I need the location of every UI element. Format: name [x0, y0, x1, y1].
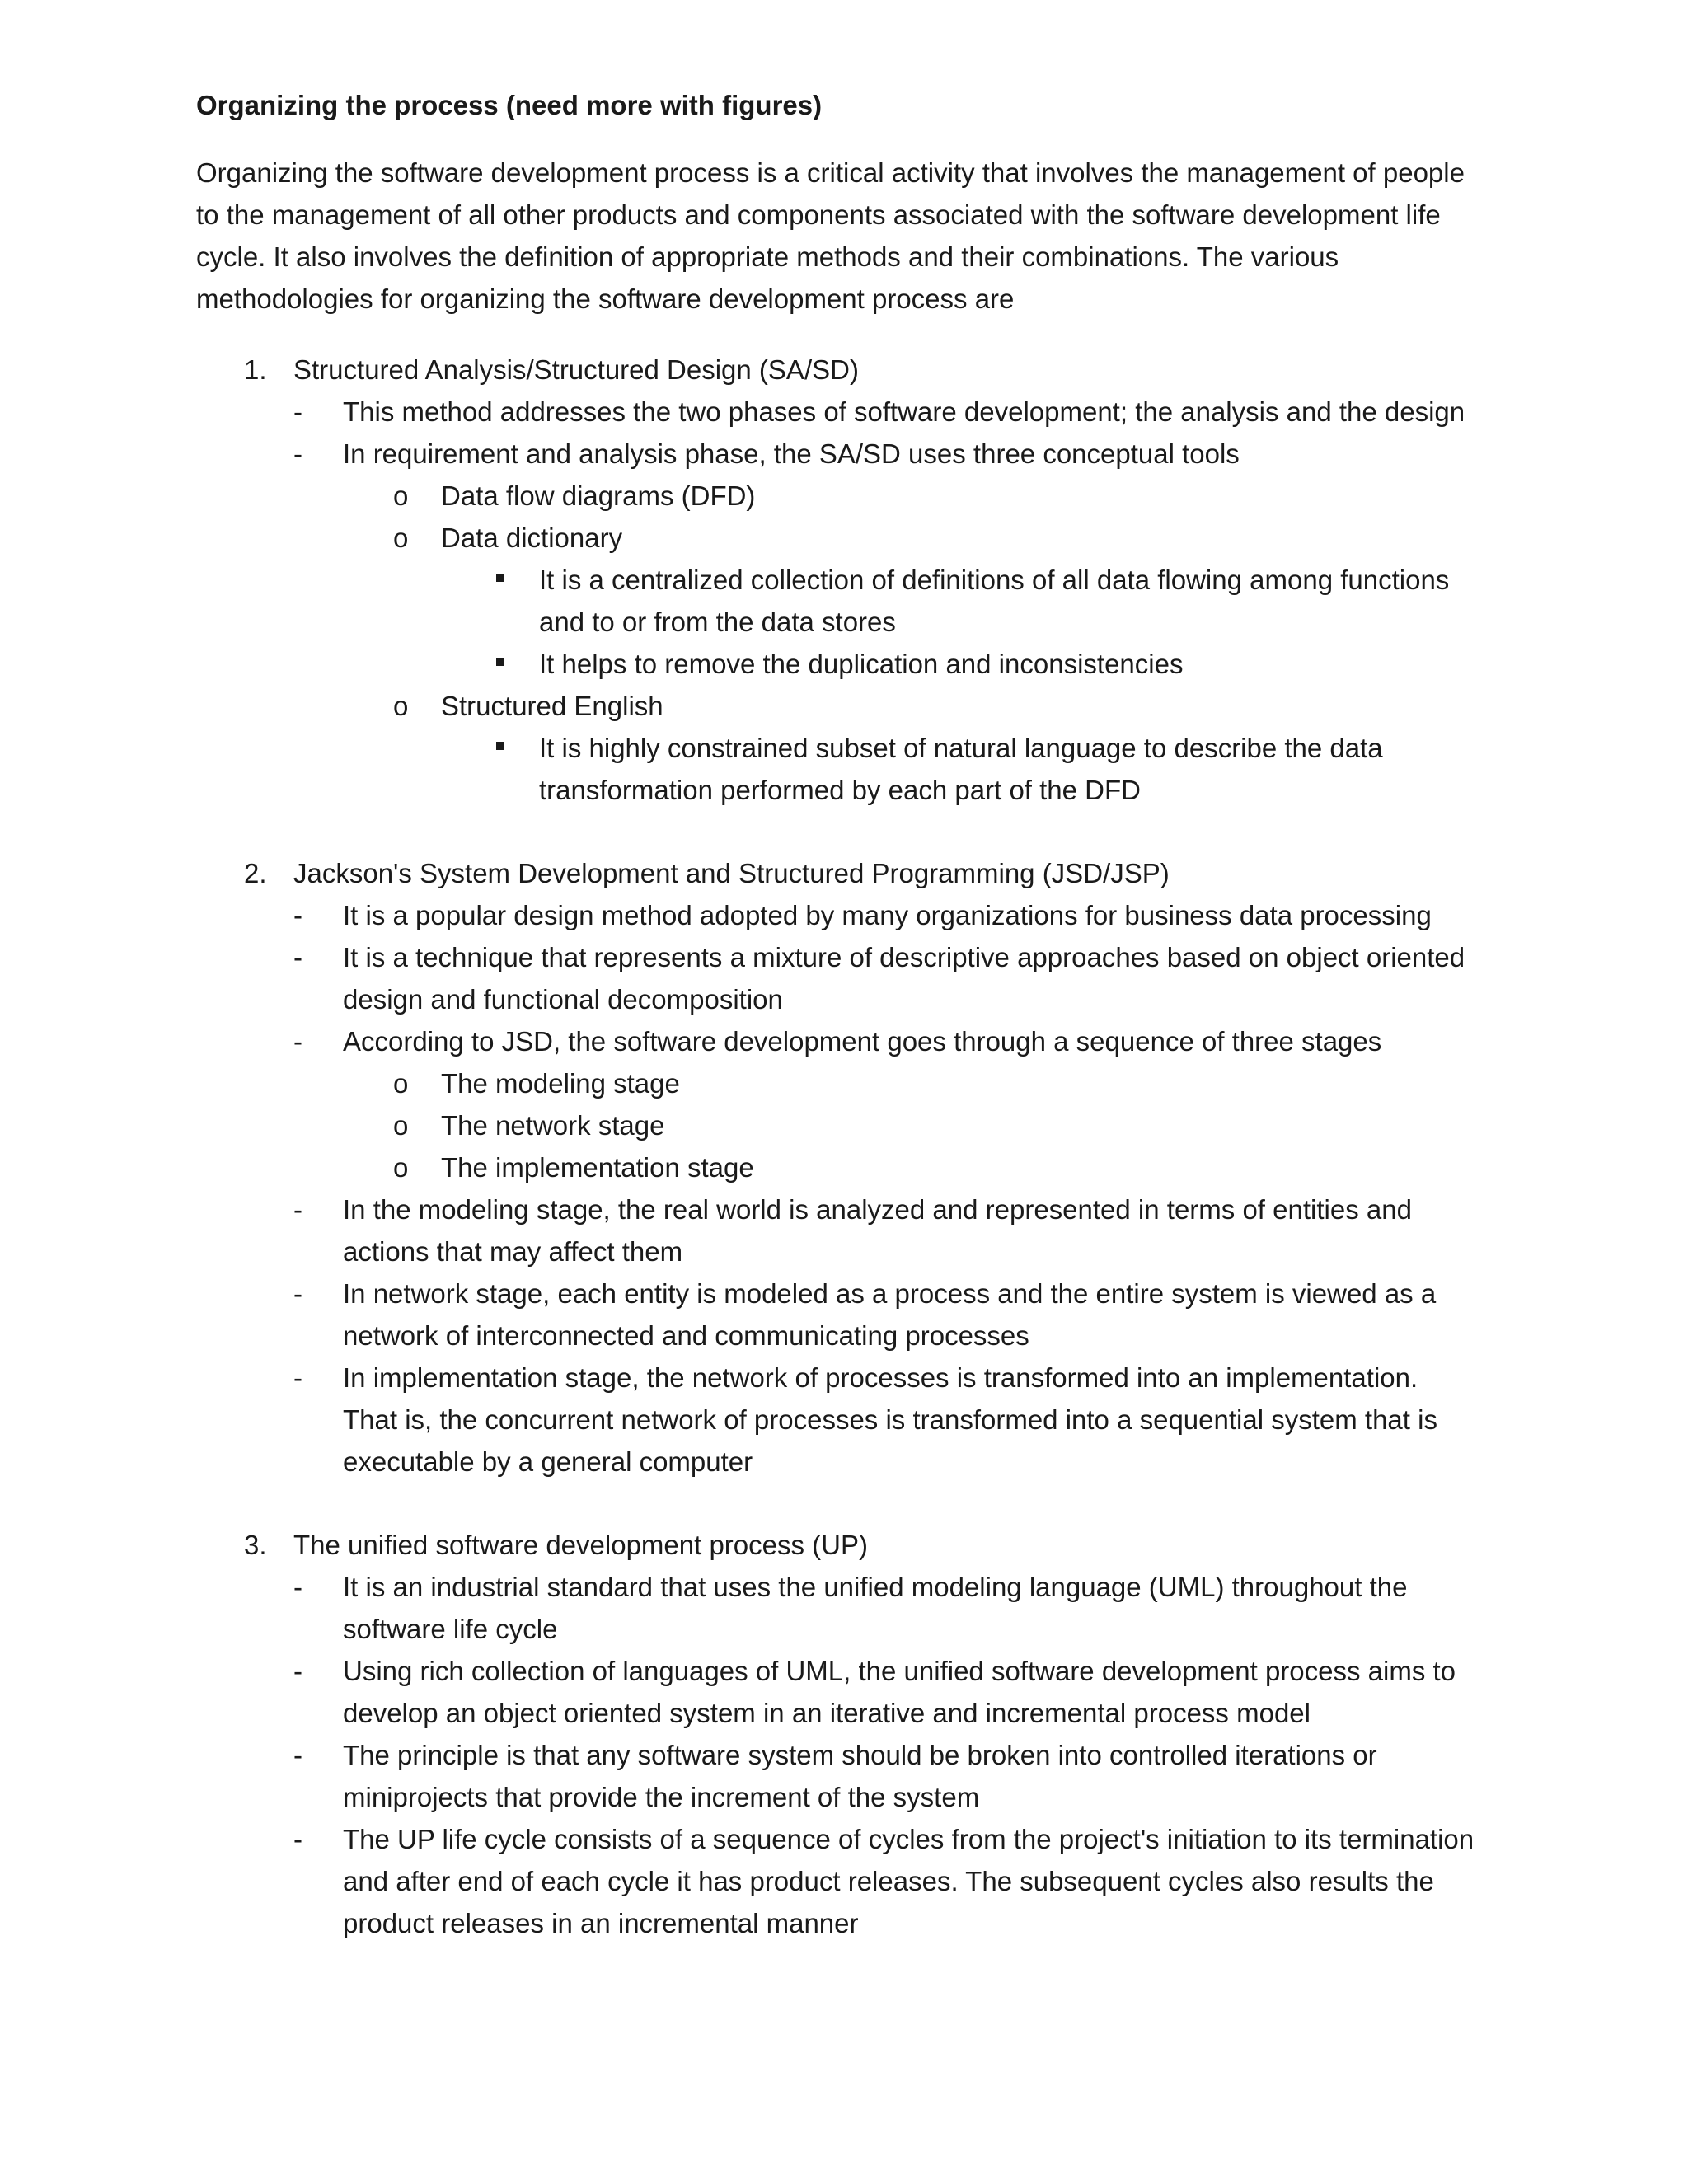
- point-text: [539, 727, 1383, 811]
- text-line: Using rich collection of languages of UML, the unified software development process aims to: [343, 1656, 1456, 1686]
- intro-paragraph: [196, 152, 1515, 320]
- list-item: [0, 1146, 1688, 1188]
- section-title: The unified software development process (UP): [293, 1530, 868, 1560]
- point-text: It helps to remove the duplication and inconsistencies: [539, 649, 1184, 679]
- list-item: [0, 1020, 1688, 1062]
- list-item: [0, 475, 1688, 517]
- intro-line: methodologies for organizing the software development process are: [196, 284, 1015, 314]
- circle-bullet: o: [393, 1152, 409, 1183]
- dash-bullet: -: [293, 396, 302, 427]
- intro-line: cycle. It also involves the definition of appropriate methods and their combinations. The various: [196, 241, 1339, 272]
- section-number: 3.: [244, 1530, 267, 1560]
- bullet-text: [343, 1734, 1377, 1818]
- dash-bullet: -: [293, 1278, 302, 1309]
- intro-line: to the management of all other products and components associated with the software development life: [196, 199, 1441, 230]
- bullet-text: According to JSD, the software development goes through a sequence of three stages: [343, 1026, 1382, 1057]
- dash-bullet: -: [293, 1194, 302, 1225]
- stage-label: The network stage: [441, 1110, 665, 1141]
- tool-label: Data flow diagrams (DFD): [441, 480, 756, 511]
- circle-bullet: o: [393, 523, 409, 553]
- text-line: That is, the concurrent network of processes is transformed into a sequential system that is: [343, 1404, 1437, 1435]
- dash-bullet: -: [293, 1362, 302, 1393]
- section-up: [0, 1524, 1688, 1944]
- bullet-text: In requirement and analysis phase, the SA/SD uses three conceptual tools: [343, 438, 1240, 469]
- section-header: [0, 852, 1688, 894]
- text-line: network of interconnected and communicating processes: [343, 1320, 1029, 1351]
- bullet-text: This method addresses the two phases of software development; the analysis and the design: [343, 396, 1465, 427]
- section-header: [0, 1524, 1688, 1566]
- section-sasd: [0, 349, 1688, 811]
- tool-label: Data dictionary: [441, 523, 623, 553]
- dash-bullet: -: [293, 900, 302, 930]
- dash-bullet: -: [293, 1656, 302, 1686]
- tool-label: Structured English: [441, 691, 663, 721]
- text-line: and after end of each cycle it has product releases. The subsequent cycles also results the: [343, 1866, 1434, 1896]
- text-line: In the modeling stage, the real world is analyzed and represented in terms of entities and: [343, 1194, 1412, 1225]
- list-item: [0, 433, 1688, 475]
- list-item: [0, 727, 1688, 811]
- text-line: In implementation stage, the network of processes is transformed into an implementation.: [343, 1362, 1418, 1393]
- bullet-text: [343, 1188, 1412, 1272]
- list-item: [0, 894, 1688, 936]
- text-line: software life cycle: [343, 1614, 558, 1644]
- list-item: [0, 1062, 1688, 1104]
- list-item: [0, 517, 1688, 559]
- page-title: Organizing the process (need more with figures): [196, 90, 823, 120]
- list-item: [0, 685, 1688, 727]
- list-item: [0, 559, 1688, 643]
- list-item: [0, 936, 1688, 1020]
- point-text: [539, 559, 1449, 643]
- bullet-text: [343, 1357, 1437, 1483]
- dash-bullet: -: [293, 1572, 302, 1602]
- text-line: and to or from the data stores: [539, 607, 896, 637]
- list-item: [0, 1272, 1688, 1357]
- section-header: [0, 349, 1688, 391]
- text-line: It is a technique that represents a mixture of descriptive approaches based on object oriented: [343, 942, 1465, 972]
- list-item: [0, 391, 1688, 433]
- section-title: Structured Analysis/Structured Design (SA/SD): [293, 354, 859, 385]
- text-line: product releases in an incremental manner: [343, 1908, 859, 1938]
- text-line: develop an object oriented system in an iterative and incremental process model: [343, 1698, 1311, 1728]
- text-line: It is a centralized collection of definitions of all data flowing among functions: [539, 565, 1450, 595]
- text-line: design and functional decomposition: [343, 984, 783, 1015]
- list-item: [0, 1357, 1688, 1483]
- list-item: [0, 1566, 1688, 1650]
- text-line: executable by a general computer: [343, 1446, 753, 1477]
- circle-bullet: o: [393, 691, 409, 721]
- text-line: It is an industrial standard that uses the unified modeling language (UML) throughout the: [343, 1572, 1408, 1602]
- circle-bullet: o: [393, 1110, 409, 1141]
- text-line: It is highly constrained subset of natural language to describe the data: [539, 733, 1383, 763]
- list-item: [0, 643, 1688, 685]
- bullet-text: It is a popular design method adopted by many organizations for business data processing: [343, 900, 1432, 930]
- intro-line: Organizing the software development process is a critical activity that involves the management of people: [196, 157, 1465, 188]
- dash-bullet: -: [293, 1824, 302, 1854]
- list-item: [0, 1188, 1688, 1272]
- dash-bullet: -: [293, 942, 302, 972]
- dash-bullet: -: [293, 1026, 302, 1057]
- text-line: actions that may affect them: [343, 1236, 683, 1267]
- bullet-text: [343, 1272, 1436, 1357]
- bullet-text: [343, 1650, 1456, 1734]
- square-bullet-icon: [496, 742, 504, 750]
- section-number: 2.: [244, 858, 267, 888]
- section-number: 1.: [244, 354, 267, 385]
- text-line: The principle is that any software system should be broken into controlled iterations or: [343, 1740, 1377, 1770]
- square-bullet-icon: [496, 658, 504, 666]
- list-item: [0, 1818, 1688, 1944]
- dash-bullet: -: [293, 438, 302, 469]
- list-item: [0, 1104, 1688, 1146]
- text-line: miniprojects that provide the increment of the system: [343, 1782, 980, 1812]
- square-bullet-icon: [496, 574, 504, 582]
- text-line: In network stage, each entity is modeled as a process and the entire system is viewed as a: [343, 1278, 1437, 1309]
- stage-label: The implementation stage: [441, 1152, 754, 1183]
- circle-bullet: o: [393, 480, 409, 511]
- circle-bullet: o: [393, 1068, 409, 1099]
- stage-label: The modeling stage: [441, 1068, 680, 1099]
- list-item: [0, 1734, 1688, 1818]
- list-item: [0, 1650, 1688, 1734]
- section-title: Jackson's System Development and Structured Programming (JSD/JSP): [293, 858, 1170, 888]
- dash-bullet: -: [293, 1740, 302, 1770]
- text-line: transformation performed by each part of the DFD: [539, 775, 1141, 805]
- bullet-text: [343, 936, 1465, 1020]
- section-jsd-jsp: [0, 852, 1688, 1483]
- text-line: The UP life cycle consists of a sequence of cycles from the project's initiation to its termination: [343, 1824, 1475, 1854]
- bullet-text: [343, 1566, 1407, 1650]
- bullet-text: [343, 1818, 1474, 1944]
